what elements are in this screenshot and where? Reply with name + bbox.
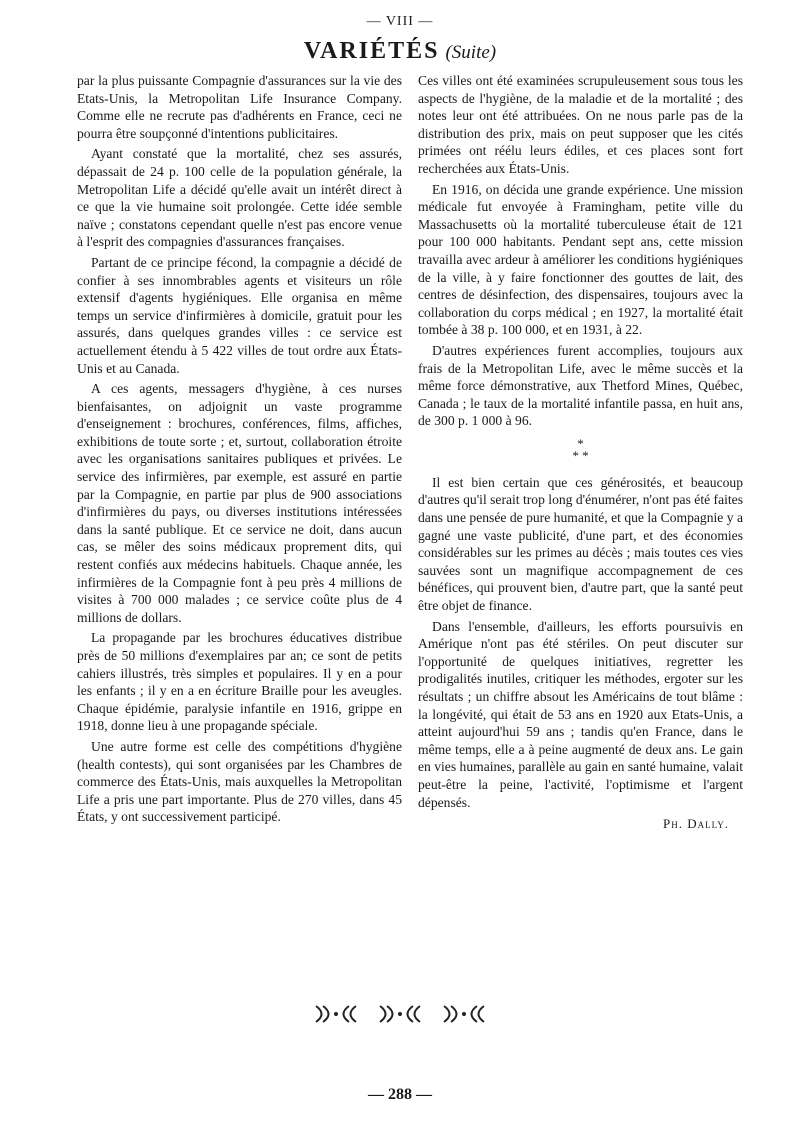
paragraph: Dans l'ensemble, d'ailleurs, les efforts poursuivis en Amérique n'ont pas été stériles. On peut discuter sur l'opportunité de quelques initiatives, regretter les prodigalités inutiles, critiquer les méthodes, ergoter sur les résultats ; un chiffre absout les Américains de tout blâme : la longévité, qui était de 53 ans en 1920 aux Etats-Unis, a atteint aujourd'hui 59 ans ; tandis qu'en France, dans le même temps, elle a à peine augmenté de deux ans. Le gain en vies humaines, parallèle au gain en santé humaine, valait peut-être la peine, l'activité, l'optimisme et l'argent dépensés. [418, 618, 743, 810]
author-signature: Ph. Dally. [663, 816, 729, 832]
decorative-ornament [0, 1002, 800, 1026]
ornament-icon [377, 1002, 423, 1026]
paragraph: Une autre forme est celle des compétitions d'hygiène (health contests), qui sont organisées par les Chambres de commerce des États-Unis, mais auxquelles la Metropolitan Life a pris une part importante. Plus de 270 villes, dans 45 États, y ont successivement participé. [77, 738, 402, 825]
paragraph: La propagande par les brochures éducatives distribue près de 50 millions d'exemplaires par an; ce sont de petits cahiers illustrés, très simples et populaires. Il y en a pour les enfants ; il y en a en écriture Braille pour les aveugles. Chaque épidémie, paralysie infantile en 1916, grippe en 1918, donne lieu à une propagande spéciale. [77, 630, 402, 734]
paragraph: Partant de ce principe fécond, la compagnie a décidé de confier à ses innombrables agents et visiteurs un rôle extensif d'agents hygiéniques. Elle organisa en même temps un service d'infirmières à domicile, gratuit pour les assurés, dans quelques grandes villes : ce service est actuellement étendu à 5 422 villes de tout ordre aux États-Unis et au Canada. [77, 254, 402, 376]
section-subtitle: (Suite) [445, 42, 497, 63]
asterism-separator [418, 435, 743, 463]
paragraph: D'autres expériences furent accomplies, toujours aux frais de la Metropolitan Life, avec le même succès et la même force démonstrative, aux Thetford Mines, Québec, Canada ; le taux de la mortalité infantile passa, en huit ans, de 300 p. 1 000 à 96. [418, 342, 743, 429]
right-column [418, 72, 743, 833]
section-heading [0, 38, 800, 65]
ornament-icon [313, 1002, 359, 1026]
paragraph: En 1916, on décida une grande expérience. Une mission médicale fut envoyée à Framingham, petite ville du Massachusetts où la mortalité tuberculeuse était de 121 pour 100 000 habitants. Pendant sept ans, cette mission travailla avec ardeur à améliorer les conditions hygiéniques de la ville, à y faire fonctionner des gouttes de lait, des centres de désinfection, des dispensaires, toujours avec la collaboration du corps médical ; en 1927, la mortalité était tombée à 38 p. 100 000, et en 1931, à 22. [418, 181, 743, 338]
page-number: — 288 — [368, 1086, 432, 1103]
section-title: VARIÉTÉS [303, 38, 440, 64]
ornament-icon [441, 1002, 487, 1026]
left-column [77, 72, 402, 829]
asterism-bottom: * * [572, 447, 589, 463]
asterism-top: * [577, 435, 584, 451]
paragraph: par la plus puissante Compagnie d'assurances sur la vie des Etats-Unis, la Metropolitan Life Insurance Company. Comme elle ne recrute pas d'adhérents en France, ceci ne pourra être soupçonné d'intentions publicitaires. [77, 73, 402, 141]
paragraph: Ces villes ont été examinées scrupuleusement sous tous les aspects de l'hygiène, de la maladie et de la mortalité ; des notes leur ont été attribuées. On ne nous parle pas de la distribution des prix, mais on peut supposer que les cités primées ont réélu leurs édiles, et ces places sont fort recherchées aux États-Unis. [418, 73, 743, 176]
paragraph: A ces agents, messagers d'hygiène, à ces nurses bienfaisantes, on adjoignit un vaste programme d'enseignement : brochures, conférences, films, affiches, exhibitions de toute sorte ; et, surtout, collaboration étroite avec les organisations sanitaires publiques et privées. Le service des infirmières, par exemple, est assuré en partie par la Compagnie, en partie par plus de 900 associations d'infirmières du pays, ou diverses institutions intéressées dans la santé publique. Et ce service ne doit, dans aucun cas, se mêler des soins médicaux proprement dits, qui restent confiés aux médecins habituels. Chaque année, les infirmières de la Compagnie font à peu près 4 millions de visites à 700 000 malades ; ce service coûte plus de 4 millions de dollars. [77, 381, 402, 625]
roman-page-number: — VIII — [366, 14, 434, 29]
paragraph: Il est bien certain que ces générosités, et beaucoup d'autres qu'il serait trop long d'énumérer, n'ont pas été faites dans une pensée de pure humanité, et que la Compagnie y a gagné une vaste publicité, d'une part, et des économies considérables sur les primes au décès ; mais toutes ces vies sauvées sont un magnifique accompagnement de ces bénéfices, qui prouvent bien, d'autre part, que la santé peut être objet de finance. [418, 474, 743, 614]
paragraph: Ayant constaté que la mortalité, chez ses assurés, dépassait de 24 p. 100 celle de la population générale, la Metropolitan Life a décidé qu'elle avait un intérêt direct à ce que la vie humaine soit prolongée. Cette idée semble naïve ; constatons cependant quelle n'est pas encore venue à l'esprit des compagnies d'assurances françaises. [77, 146, 402, 250]
